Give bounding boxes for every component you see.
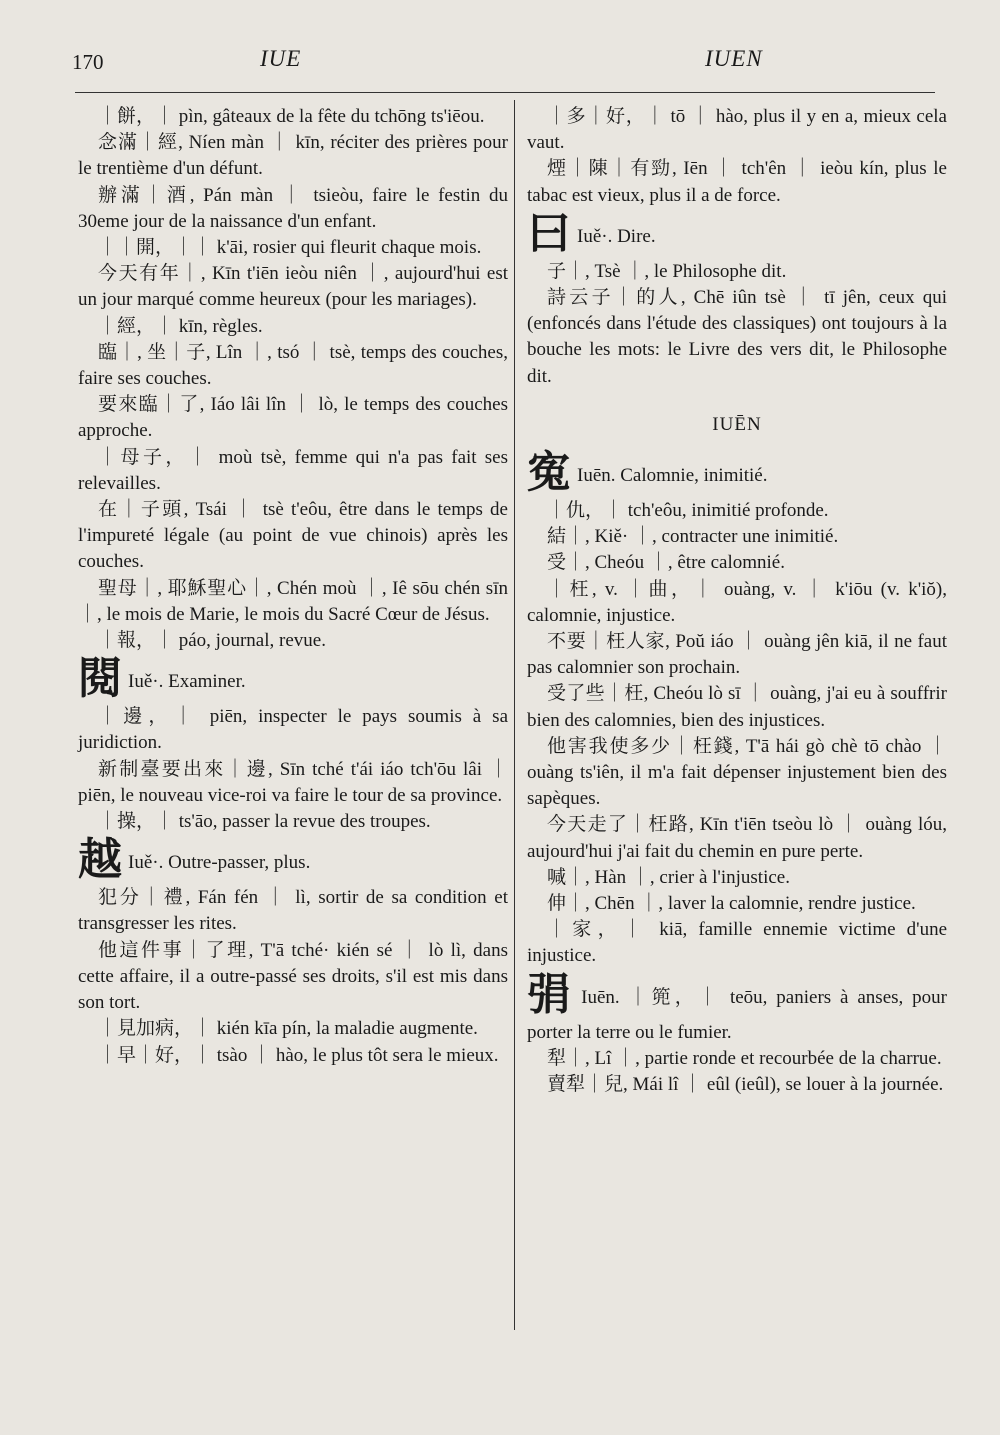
dictionary-entry <box>527 891 947 917</box>
entry-text: 在｜子頭, Tsái ｜ tsè t'eôu, être dans le temps de l'impureté légale (au point de vue chinois) après les couches. <box>78 499 508 573</box>
right-column <box>527 104 947 1098</box>
dictionary-entry <box>527 917 947 969</box>
entry-text: ｜母子，｜ moù tsè, femme qui n'a pas fait ses relevailles. <box>78 446 508 494</box>
entry-text: ｜早｜好，｜ tsào ｜ hào, le plus tôt sera le mieux. <box>98 1044 499 1066</box>
dictionary-entry <box>78 314 508 340</box>
dictionary-entry <box>78 704 508 756</box>
headword-entry <box>78 654 508 704</box>
headword-character: 弲 <box>527 969 576 1019</box>
dictionary-entry <box>527 550 947 576</box>
dictionary-entry <box>78 340 508 392</box>
entry-text: 子｜, Tsè ｜, le Philosophe dit. <box>547 260 787 282</box>
dictionary-entry <box>527 1072 947 1098</box>
entry-text: 煙｜陳｜有勁, Iēn ｜ tch'ên ｜ ieòu kín, plus le tabac est vieux, plus il a de force. <box>527 158 947 206</box>
entry-text: 受｜, Cheóu ｜, être calomnié. <box>547 552 785 574</box>
entry-text: 辦滿｜酒, Pán màn ｜ tsieòu, faire le festin du 30eme jour de la naissance d'un enfant. <box>78 184 508 232</box>
dictionary-entry <box>527 259 947 285</box>
dictionary-entry <box>78 628 508 654</box>
entry-text: ｜邊，｜ piēn, inspecter le pays soumis à sa juridiction. <box>78 706 508 754</box>
dictionary-entry <box>78 235 508 261</box>
entry-text: ｜餅，｜ pìn, gâteaux de la fête du tchōng ts'iēou. <box>98 106 485 127</box>
dictionary-entry <box>78 104 508 130</box>
headword-character: 曰 <box>527 208 571 258</box>
entry-text: ｜｜開，｜｜ k'āi, rosier qui fleurit chaque mois. <box>98 237 482 259</box>
headword-character: 越 <box>78 835 122 885</box>
entry-text: 聖母｜, 耶穌聖心｜, Chén moù ｜, Iê sōu chén sīn ｜, le mois de Marie, le mois du Sacré Cœur de Jésus. <box>78 577 508 625</box>
entry-text: ｜經，｜ kīn, règles. <box>98 315 263 337</box>
dictionary-entry <box>78 576 508 628</box>
entry-text: 今天走了｜枉路, Kīn t'iēn tseòu lò ｜ ouàng lóu, aujourd'hui j'ai fait du chemin en pure perte. <box>527 814 947 862</box>
entry-text: 賣犁｜兒, Mái lî ｜ eûl (ieûl), se louer à la journée. <box>547 1074 944 1096</box>
dictionary-entry <box>527 156 947 208</box>
dictionary-entry <box>78 1043 508 1069</box>
dictionary-entry <box>527 1046 947 1072</box>
left-running-head: IUE <box>260 46 302 71</box>
dictionary-entry <box>527 681 947 733</box>
dictionary-entry <box>527 629 947 681</box>
headword-character: 閱 <box>78 654 122 704</box>
header-rule <box>75 92 935 93</box>
dictionary-entry <box>78 885 508 937</box>
entry-text: ｜家，｜ kiā, famille ennemie victime d'une injustice. <box>527 919 947 967</box>
entry-text: 要來臨｜了, Iáo lâi lîn ｜ lò, le temps des couches approche. <box>78 394 508 442</box>
dictionary-entry <box>527 865 947 891</box>
entry-text: ｜見加病，｜ kién kīa pín, la maladie augmente. <box>98 1018 478 1040</box>
page-number: 170 <box>72 50 104 74</box>
dictionary-entry <box>78 183 508 235</box>
column-divider <box>514 100 515 1330</box>
dictionary-entry <box>527 498 947 524</box>
dictionary-entry <box>527 524 947 550</box>
dictionary-entry <box>78 757 508 809</box>
dictionary-entry <box>527 285 947 390</box>
entry-text: 他害我使多少｜枉錢, T'ā hái gò chè tō chào ｜ ouàng ts'iên, il m'a fait dépenser injustement bien des sapèques. <box>527 735 947 810</box>
entry-text: 詩云子｜的人, Chē iûn tsè ｜ tī jên, ceux qui (enfoncés dans l'étude des classiques) ont toujours à la bouche les mots: le Livre des vers dit, le Philosophe dit. <box>527 287 947 387</box>
headword-entry <box>527 209 947 259</box>
dictionary-entry <box>78 130 508 182</box>
entry-text: 結｜, Kiě· ｜, contracter une inimitié. <box>547 526 839 548</box>
entry-text: 念滿｜經, Níen màn ｜ kīn, réciter des prières pour le trentième d'un défunt. <box>78 132 508 180</box>
entry-text: ｜仇，｜ tch'eôu, inimitié profonde. <box>547 500 829 522</box>
entry-text: ｜多｜好，｜ tō ｜ hào, plus il y en a, mieux cela vaut. <box>527 106 947 154</box>
entry-text: 伸｜, Chēn ｜, laver la calomnie, rendre justice. <box>547 893 916 915</box>
entry-text: Iuě·. Examiner. <box>128 671 246 693</box>
entry-text: 受了些｜枉, Cheóu lò sī ｜ ouàng, j'ai eu à souffrir bien des calomnies, bien des injustices. <box>527 683 947 731</box>
left-column <box>78 104 508 1069</box>
entry-text: 犁｜, Lî ｜, partie ronde et recourbée de la charrue. <box>547 1047 942 1069</box>
section-heading: IUĒN <box>712 413 762 435</box>
dictionary-entry <box>78 392 508 444</box>
entry-text: 他這件事｜了理, T'ā tché· kién sé ｜ lò lì, dans cette affaire, il a outre-passé ses droits, s'il est mis dans son tort. <box>78 939 508 1014</box>
entry-text: 喊｜, Hàn ｜, crier à l'injustice. <box>547 866 790 888</box>
headword-entry <box>78 835 508 885</box>
dictionary-entry <box>78 497 508 576</box>
entry-text: Iuě·. Outre-passer, plus. <box>128 852 311 874</box>
entry-text: Iuēn. ｜篼，｜ teōu, paniers à anses, pour porter la terre ou le fumier. <box>527 986 947 1043</box>
entry-text: 犯分｜禮, Fán fén ｜ lì, sortir de sa condition et transgresser les rites. <box>78 887 508 935</box>
headword-entry <box>527 970 947 1046</box>
dictionary-entry <box>527 734 947 813</box>
entry-text: 不要｜枉人家, Poŭ iáo ｜ ouàng jên kiā, il ne faut pas calomnier son prochain. <box>527 631 947 679</box>
entry-text: 新制臺要出來｜邊, Sīn tché t'ái iáo tch'ōu lâi ｜ piēn, le nouveau vice-roi va faire le tour de sa province. <box>78 758 508 806</box>
right-running-head: IUEN <box>705 46 763 71</box>
headword-entry <box>527 448 947 498</box>
dictionary-entry <box>78 809 508 835</box>
dictionary-entry <box>78 261 508 313</box>
dictionary-entry <box>78 938 508 1017</box>
entry-text: ｜報，｜ páo, journal, revue. <box>98 630 326 652</box>
entry-text: ｜操，｜ ts'āo, passer la revue des troupes. <box>98 811 431 833</box>
entry-text: 今天有年｜, Kīn t'iēn ieòu niên ｜, aujourd'hui est un jour marqué comme heureux (pour les mariages). <box>78 263 508 311</box>
entry-text: Iuě·. Dire. <box>577 225 656 247</box>
entry-text: Iuēn. Calomnie, inimitié. <box>577 465 768 487</box>
dictionary-entry <box>78 445 508 497</box>
headword-character: 寃 <box>527 448 571 498</box>
dictionary-entry <box>527 812 947 864</box>
entry-text: ｜枉, v. ｜曲，｜ ouàng, v. ｜ k'iōu (v. k'iŏ), calomnie, injustice. <box>527 578 947 626</box>
dictionary-entry <box>527 577 947 629</box>
dictionary-entry <box>78 1016 508 1042</box>
dictionary-entry <box>527 104 947 156</box>
entry-text: 臨｜, 坐｜子, Lîn ｜, tsó ｜ tsè, temps des couches, faire ses couches. <box>78 341 508 390</box>
